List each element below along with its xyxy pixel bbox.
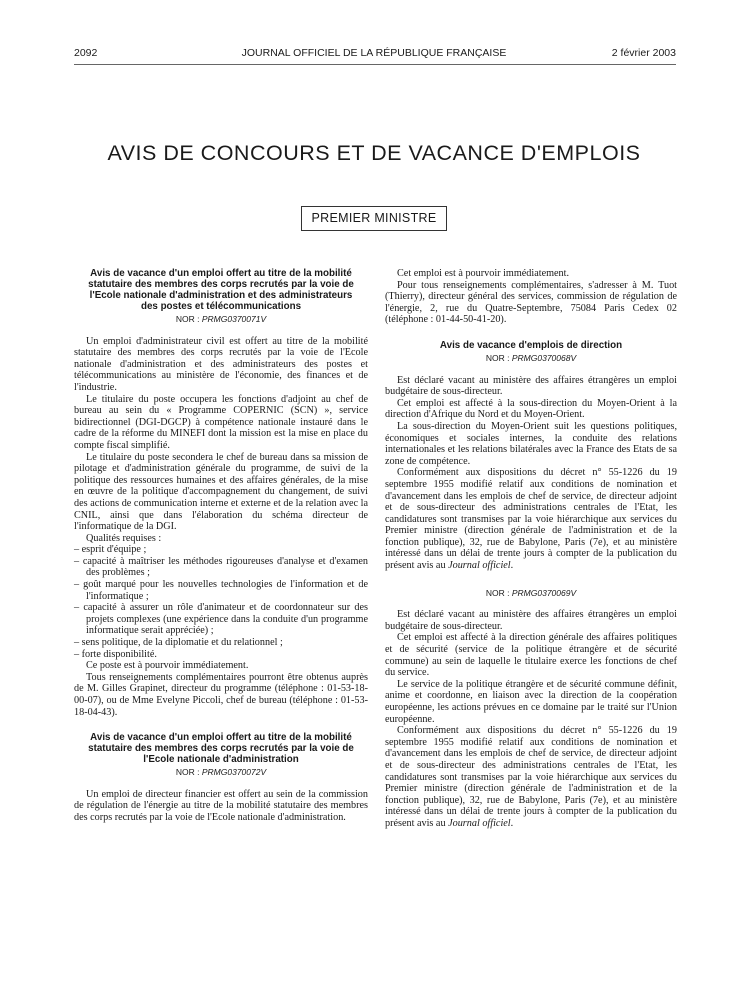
- nor-prefix: NOR :: [485, 587, 512, 598]
- paragraph: Pour tous renseignements complémentaires, s'adresser à M. Tuot (Thierry), directeur général des services, commission de régulation de l'énergie, 2, rue du Quatre-Septembre, 75084 Paris Cedex 02 (téléphone : 01-44-50-41-20).: [385, 279, 677, 326]
- section-box-premier-ministre: PREMIER MINISTRE: [301, 206, 448, 231]
- paragraph: Cet emploi est affecté à la sous-direction du Moyen-Orient à la direction d'Afrique du Nord et du Moyen-Orient.: [385, 397, 677, 421]
- paragraph: [385, 467, 677, 571]
- nor-prefix: NOR :: [485, 352, 512, 363]
- journal-officiel-ref: Journal officiel: [448, 817, 511, 829]
- list-item: – esprit d'équipe ;: [74, 544, 147, 556]
- paragraph: Est déclaré vacant au ministère des affaires étrangères un emploi budgétaire de sous-directeur.: [385, 609, 677, 632]
- paragraph: Cet emploi est affecté à la direction générale des affaires politiques et de sécurité (service de la politique étrangère et de sécurité commune) au sein de laquelle le titulaire exerce les fonctions de chef du service.: [385, 632, 677, 679]
- paragraph: Tous renseignements complémentaires pourront être obtenus auprès de M. Gilles Grapinet, directeur du programme (téléphone : 01-53-18-00-07), ou de Mme Evelyne Piccoli, chef de bureau (téléphone : 01-53-18-04-43).: [74, 671, 368, 718]
- list-item: – capacité à assurer un rôle d'animateur et de coordonnateur sur des projets complexes (une expérience dans la conduite d'un programme informatique serait appréciée) ;: [74, 602, 368, 637]
- journal-title: JOURNAL OFFICIEL DE LA RÉPUBLIQUE FRANÇAISE: [241, 47, 507, 59]
- list-item: – capacité à maîtriser les méthodes rigoureuses d'analyse et d'examen des problèmes ;: [74, 555, 368, 579]
- qualities-intro: Qualités requises :: [86, 532, 162, 544]
- list-item: – goût marqué pour les nouvelles technologies de l'information et de l'informatique ;: [74, 579, 368, 602]
- qualities-list: [74, 544, 368, 660]
- section-box-wrap: [0, 206, 748, 231]
- paragraph: Ce poste est à pourvoir immédiatement.: [86, 660, 249, 672]
- notice-title: Avis de vacance d'un emploi offert au titre de la mobilité statutaire des membres des corps recrutés par la voie de l'Ecole nationale d'administration et des administrateurs des postes et télécommunications: [88, 268, 354, 312]
- issue-date: 2 février 2003: [611, 47, 676, 59]
- nor-reference: [385, 588, 677, 600]
- paragraph: Le titulaire du poste occupera les fonctions d'adjoint au chef de bureau au sein du « Programme COPERNIC (SCN) », service bidirectionnel (DGI-DGCP) à compétence nationale instauré dans le cadre de la réforme du MINEFI dont la mission est la mise en place du compte fiscal simplifié.: [74, 393, 368, 451]
- nor-code: PRMG0370068V: [511, 352, 577, 363]
- paragraph: Le titulaire du poste secondera le chef de bureau dans sa mission de pilotage et d'administration générale du programme, de suivi de la politique des ressources humaines et des affaires générales, de la mise en œuvre de la politique d'accompagnement du changement, de suivi des actions de communication interne et externe et de la relation avec la CNIL, ainsi que dans l'élaboration du schéma directeur de l'informatique de la DGI.: [74, 451, 368, 533]
- main-title: AVIS DE CONCOURS ET DE VACANCE D'EMPLOIS: [107, 141, 641, 165]
- paragraph: Un emploi d'administrateur civil est offert au titre de la mobilité statutaire des membres des corps recrutés par la voie de l'Ecole nationale d'administration et des administrateurs des postes et télécommunications au ministère de l'économie, des finances et de l'industrie.: [74, 335, 368, 393]
- nor-reference: [385, 353, 677, 365]
- nor-reference: [74, 767, 368, 779]
- page-number: 2092: [74, 47, 98, 59]
- paragraph: Est déclaré vacant au ministère des affaires étrangères un emploi budgétaire de sous-directeur.: [385, 374, 677, 398]
- nor-code: PRMG0370069V: [511, 587, 577, 598]
- nor-code: PRMG0370071V: [201, 314, 267, 324]
- list-item: – sens politique, de la diplomatie et du relationnel ;: [74, 637, 283, 649]
- paragraph-text: Conformément aux dispositions du décret n° 55-1226 du 19 septembre 1955 modifié relatif aux conditions de nomination et d'avancement dans les emplois de chef de service, de directeur adjoint et de sous-directeur des administrations centrales de l'Etat, les candidatures sont transmises par la voie hiérarchique aux services du Premier ministre (direction générale de l'administration et de la fonction publique), 32, rue de Babylone, Paris (7e), et au ministère intéressé dans un délai de trente jours à compter de la publication du présent avis au: [385, 467, 677, 572]
- left-column: [74, 268, 368, 824]
- paragraph: Un emploi de directeur financier est offert au sein de la commission de régulation de l'énergie au titre de la mobilité statutaire des membres des corps recrutés par la voie de l'Ecole nationale d'administration.: [74, 788, 368, 823]
- paragraph-text: Conformément aux dispositions du décret n° 55-1226 du 19 septembre 1955 modifié relatif aux conditions de nomination et d'avancement dans les emplois de chef de service, de directeur adjoint et de sous-directeur des administrations centrales de l'Etat, les candidatures sont transmises par la voie hiérarchique aux services du Premier ministre (direction générale de l'administration et de la fonction publique), 32, rue de Babylone, Paris (7e), et au ministère intéressé dans un délai de trente jours à compter de la publication du présent avis au: [385, 725, 677, 829]
- paragraph: Cet emploi est à pourvoir immédiatement.: [397, 268, 570, 279]
- paragraph: [385, 725, 677, 829]
- journal-officiel-ref: Journal officiel: [448, 560, 511, 572]
- header-rule: [74, 64, 676, 65]
- nor-prefix: NOR :: [175, 767, 202, 778]
- paragraph: La sous-direction du Moyen-Orient suit les questions politiques, économiques et sociales internes, la conduite des relations internationales et les relations bilatérales avec la France des Etats de sa zone de compétence.: [385, 420, 677, 467]
- list-item: – forte disponibilité.: [74, 648, 157, 660]
- notice-title: Avis de vacance d'un emploi offert au titre de la mobilité statutaire des membres des corps recrutés par la voie de l'Ecole nationale d'administration: [88, 732, 354, 766]
- paragraph-end: .: [510, 817, 514, 829]
- right-column: [385, 268, 677, 830]
- paragraph-end: .: [510, 560, 514, 572]
- paragraph: Le service de la politique étrangère et de sécurité commune définit, anime et coordonne, en liaison avec la direction de la coopération européenne, les actions prévues en ce domaine par le traité sur l'Union européenne.: [385, 678, 677, 725]
- running-header: [0, 47, 748, 63]
- nor-prefix: NOR :: [175, 314, 202, 324]
- notice-title: Avis de vacance d'emplois de direction: [439, 339, 623, 351]
- nor-reference: [74, 314, 368, 326]
- nor-code: PRMG0370072V: [201, 767, 267, 778]
